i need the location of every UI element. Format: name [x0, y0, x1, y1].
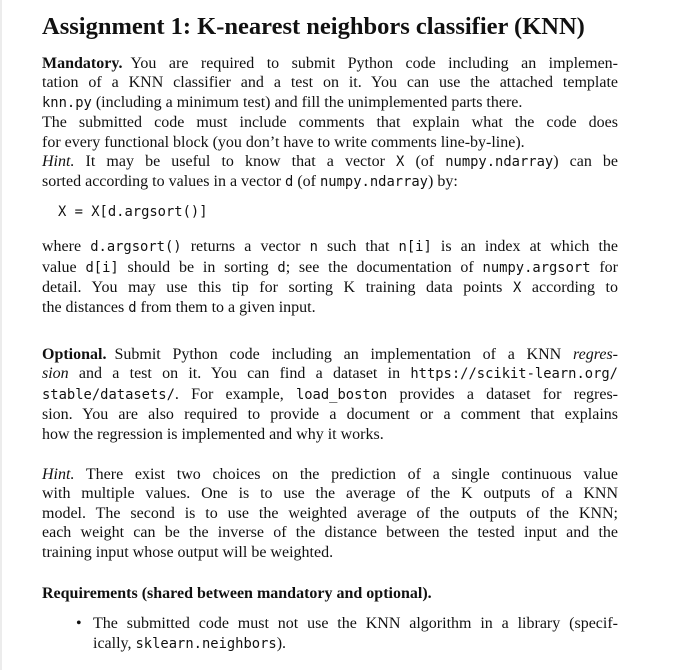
code-text: numpy.ndarray	[320, 174, 428, 191]
code-text: knn.py	[42, 94, 92, 111]
code-text: d[i]	[85, 259, 119, 276]
text-line	[42, 523, 618, 542]
text-line	[93, 634, 618, 654]
text-line	[42, 278, 618, 298]
code-text: X	[513, 280, 522, 297]
text-run: Hint.	[42, 153, 75, 171]
code-text: sklearn.neighbors	[135, 635, 277, 652]
text-run: and a test on it. You can find a dataset in	[68, 365, 411, 383]
text-run: (of	[404, 153, 446, 171]
hint-sort-paragraph	[42, 152, 618, 193]
text-run: how the regression is implemented and why it works.	[42, 425, 384, 443]
text-line	[42, 385, 618, 405]
code-text: stable/datasets/	[42, 386, 175, 403]
code-text: numpy.argsort	[482, 259, 591, 276]
text-run: ) can be	[553, 153, 619, 171]
code-text: d	[128, 300, 137, 317]
text-run: (including a minimum test) and fill the unimplemented parts there.	[91, 93, 523, 111]
text-run: according to	[521, 279, 619, 297]
text-line	[42, 172, 618, 192]
text-line	[42, 484, 618, 503]
text-line	[42, 93, 618, 113]
code-text: d	[285, 174, 294, 191]
text-run: detail. You may use this tip for sorting K training data points	[42, 279, 513, 297]
text-run: sion. You are also required to provide a document or a comment that explains	[42, 406, 618, 424]
code-text: X	[396, 154, 405, 171]
text-line	[42, 543, 618, 562]
text-run: value	[42, 258, 86, 276]
code-text: numpy.ndarray	[445, 154, 554, 171]
text-line	[42, 405, 618, 424]
code-text: https://scikit-learn.org/	[410, 366, 618, 383]
text-line	[42, 133, 618, 152]
text-run: is an index at which the	[431, 238, 618, 256]
text-run: each weight can be the inverse of the distance between the tested input and the	[42, 524, 618, 542]
code-text: d	[277, 259, 286, 276]
argsort-explanation-paragraph	[42, 237, 618, 319]
text-run: such that	[317, 238, 399, 256]
submitted-code-paragraph	[42, 113, 618, 152]
text-run: Submit Python code including an implementation of a KNN	[114, 345, 573, 363]
document-body	[42, 54, 618, 654]
text-line	[42, 425, 618, 444]
text-line	[42, 465, 618, 484]
text-run: ; see the documentation of	[285, 258, 483, 276]
text-line	[42, 298, 618, 318]
document-content-column	[42, 12, 618, 654]
text-run: the distances	[42, 299, 129, 317]
text-run: Requirements (shared between mandatory and optional).	[42, 584, 432, 602]
text-run: for	[590, 258, 618, 276]
text-run: sion	[42, 365, 69, 383]
text-run: (of	[293, 173, 320, 191]
text-run: The submitted code must include comments that explain what the code does	[42, 114, 618, 132]
text-line	[42, 152, 618, 172]
text-run: provides a dataset for regres-	[387, 385, 619, 403]
code-text: load_boston	[295, 386, 388, 403]
text-run: returns a vector	[181, 238, 310, 256]
text-run: where	[42, 238, 91, 256]
text-run: Optional.	[42, 345, 107, 363]
text-line	[42, 258, 618, 278]
code-text: X = X[d.argsort()]	[58, 203, 208, 220]
text-run: ) by:	[427, 173, 458, 191]
hint-regression-paragraph	[42, 465, 618, 562]
argsort-code-block	[42, 202, 618, 222]
text-run: ically,	[93, 634, 136, 652]
text-run: tation of a KNN classifier and a test on it. You can use the attached template	[42, 74, 618, 92]
text-line	[42, 54, 618, 73]
text-line	[42, 504, 618, 523]
code-text: d.argsort()	[90, 239, 182, 256]
text-run: with multiple values. One is to use the average of the K outputs of a KNN	[42, 485, 618, 503]
page-title: Assignment 1: K-nearest neighbors classifier (KNN)	[42, 13, 585, 40]
text-line	[93, 614, 618, 633]
requirements-heading	[42, 584, 618, 603]
text-line	[42, 345, 618, 364]
optional-paragraph	[42, 345, 618, 444]
text-run: . For example,	[174, 385, 296, 403]
page-left-edge	[0, 0, 2, 670]
text-run: There exist two choices on the prediction of a single continuous value	[74, 465, 618, 483]
text-run: from them to a given input.	[136, 299, 316, 317]
text-run: for every functional block (you don’t have to write comments line-by-line).	[42, 133, 525, 151]
bullet-icon: •	[76, 615, 82, 633]
text-run: regres-	[572, 345, 618, 363]
text-run: Mandatory.	[42, 55, 123, 72]
code-text: n[i]	[398, 239, 432, 256]
text-run: ).	[276, 634, 287, 652]
text-run: sorted according to values in a vector	[42, 173, 286, 191]
text-line	[42, 584, 618, 603]
text-line	[42, 73, 618, 92]
text-run: training input whose output will be weighted.	[42, 543, 334, 561]
text-run: model. The second is to use the weighted average of the outputs of the KNN;	[42, 504, 618, 522]
requirement-bullet-item	[42, 614, 618, 654]
text-run: You are required to submit Python code including an implemen-	[130, 55, 618, 72]
text-run: Hint.	[42, 465, 75, 483]
text-run: The submitted code must not use the KNN algorithm in a library (specif-	[93, 615, 618, 633]
text-line	[42, 237, 618, 257]
mandatory-paragraph	[42, 54, 618, 113]
code-text: n	[309, 239, 318, 256]
text-run: should be in sorting	[118, 258, 278, 276]
text-run: It may be useful to know that a vector	[74, 153, 397, 171]
text-line	[42, 113, 618, 132]
text-line	[42, 364, 618, 384]
